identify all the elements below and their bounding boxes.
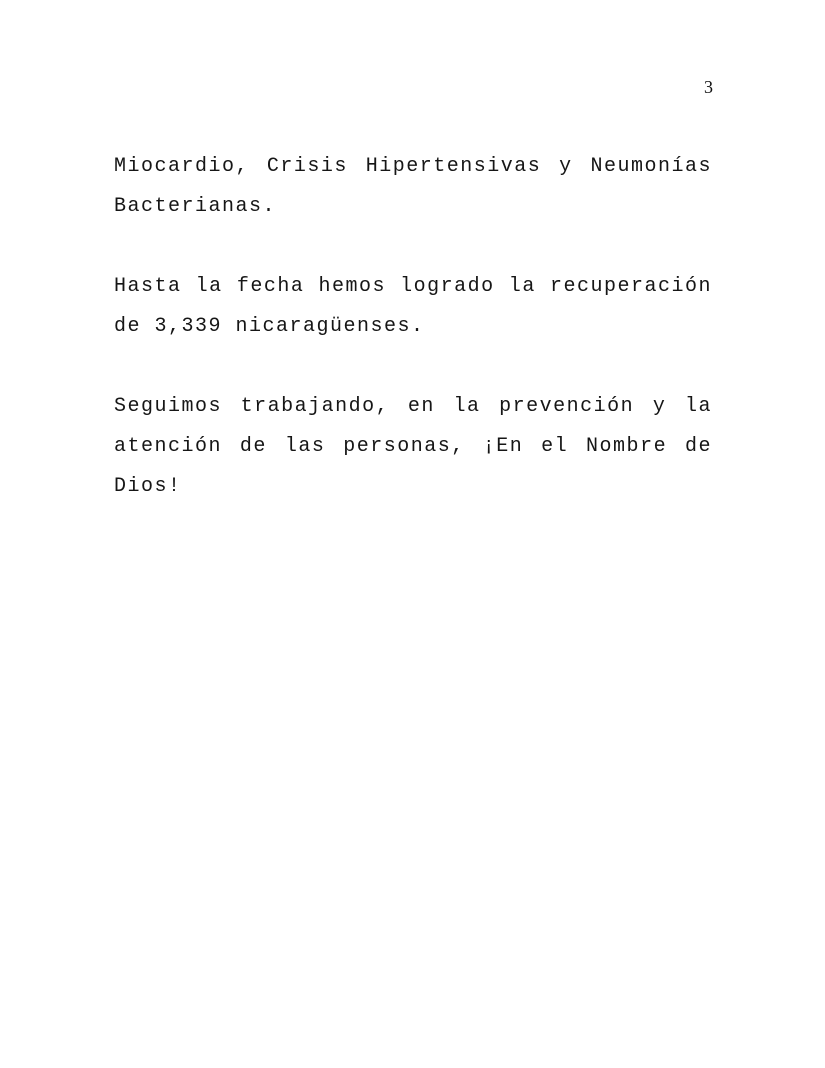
text-line: atención de las personas, ¡En el Nombre de xyxy=(114,435,712,458)
text-line: Miocardio, Crisis Hipertensivas y Neumonías xyxy=(114,155,712,178)
paragraph xyxy=(114,147,712,227)
text-line: Bacterianas. xyxy=(114,195,277,218)
page-number: 3 xyxy=(704,77,713,97)
text-line: Hasta la fecha hemos logrado la recuperación xyxy=(114,275,712,298)
text-line: de 3,339 nicaragüenses. xyxy=(114,315,425,338)
paragraph xyxy=(114,387,712,507)
text-line: Seguimos trabajando, en la prevención y la xyxy=(114,395,712,418)
page-content xyxy=(114,147,712,547)
text-line: Dios! xyxy=(114,475,182,498)
paragraph xyxy=(114,267,712,347)
